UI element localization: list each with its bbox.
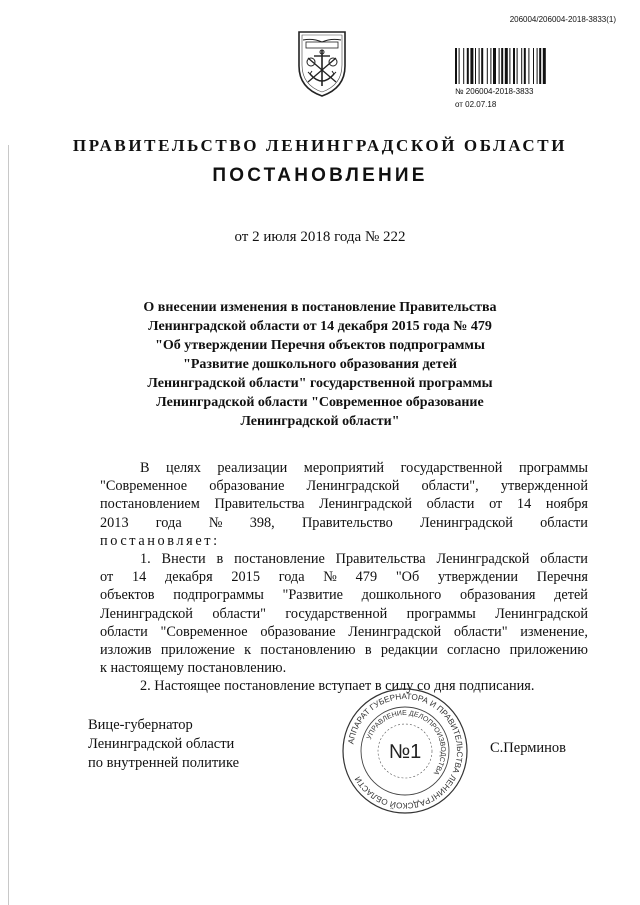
text-line <box>100 568 588 586</box>
subject-line: Ленинградской области от 14 декабря 2015 года № 479 <box>148 319 492 334</box>
document-subject <box>110 298 530 431</box>
word: "Развитие <box>282 587 343 604</box>
text-line <box>100 550 588 568</box>
word: области" <box>212 605 266 622</box>
word: утвержденной <box>500 478 588 495</box>
word: 2013 <box>100 514 129 531</box>
document-date-number: от 2 июля 2018 года № 222 <box>234 229 406 245</box>
word: Ленинградской <box>420 514 513 531</box>
barcode-bar <box>501 48 503 84</box>
document-body <box>100 459 588 696</box>
subject-line: "Развитие дошкольного образования детей <box>183 357 457 372</box>
barcode-bar <box>521 48 522 84</box>
word: образование <box>260 623 336 640</box>
word: года <box>278 569 305 586</box>
word: постановлением <box>100 496 200 513</box>
word: государственной <box>285 605 388 622</box>
barcode-bar <box>505 48 508 84</box>
word: Правительство <box>301 514 393 531</box>
text-line <box>100 459 588 477</box>
barcode-bar <box>470 48 473 84</box>
word: редакции <box>380 642 438 659</box>
word: № <box>208 514 223 531</box>
word: Ленинградской <box>495 605 588 622</box>
preamble-paragraph <box>100 459 588 532</box>
word: государственной <box>400 460 503 476</box>
clause-1-ending: к настоящему постановлению. <box>100 660 287 677</box>
position-line: по внутренней политике <box>88 755 240 771</box>
subject-line: О внесении изменения в постановление Правительства <box>143 300 497 315</box>
word: объектов <box>100 587 155 604</box>
word: области <box>540 551 588 568</box>
barcode-bar <box>537 48 538 84</box>
barcode-bar <box>543 48 546 84</box>
word: Правительства <box>214 496 305 513</box>
word: 2015 <box>231 569 260 586</box>
barcode-bar <box>499 48 500 84</box>
word: "Современное <box>100 478 188 495</box>
word: постановление <box>234 551 325 568</box>
subject-line: Ленинградской области" <box>240 414 400 429</box>
text-line <box>100 623 588 641</box>
word: "Об <box>395 569 420 586</box>
word: от <box>489 496 503 513</box>
word: 14 <box>131 569 147 586</box>
decree-word-line <box>100 532 588 550</box>
barcode-bar <box>533 48 534 84</box>
barcode-bar <box>467 48 469 84</box>
seal-center-number: №1 <box>388 741 422 763</box>
word: утверждении <box>437 569 518 586</box>
word: приложение <box>160 642 235 659</box>
word: в <box>364 642 372 659</box>
barcode-bar <box>479 48 480 84</box>
word: 479 <box>355 569 378 586</box>
word: подпрограммы <box>173 587 264 604</box>
subject-line: "Об утверждении Перечня объектов подпрограммы <box>155 338 485 353</box>
clause-2-text: 2. Настоящее постановление вступает в силу со дня подписания. <box>140 678 535 695</box>
text-line <box>100 477 588 495</box>
barcode-bar <box>481 48 483 84</box>
seal-ring-text: АППАРАТ ГУБЕРНАТОРА И ПРАВИТЕЛЬСТВА ЛЕНИНГРАДСКОЙ ОБЛАСТИ <box>346 691 465 811</box>
word: года <box>155 514 182 531</box>
document-type-heading: ПОСТАНОВЛЕНИЕ <box>212 165 428 186</box>
word: программы <box>406 605 476 622</box>
word: области", <box>421 478 479 495</box>
seal-inner-text: УПРАВЛЕНИЕ ДЕЛОПРОИЗВОДСТВА <box>366 709 447 776</box>
barcode-bar <box>459 48 460 84</box>
barcode-bar <box>490 48 491 84</box>
word: Перечня <box>536 569 588 586</box>
clause-1 <box>100 550 588 659</box>
word: мероприятий <box>303 460 385 476</box>
barcode <box>455 48 603 84</box>
barcode-bar <box>475 48 476 84</box>
subject-line: Ленинградской области "Современное образование <box>156 395 484 410</box>
barcode-bar <box>517 48 518 84</box>
document-top-reference: 206004/206004-2018-3833(1) <box>509 15 616 24</box>
subject-line: Ленинградской области" государственной программы <box>147 376 493 391</box>
word: области" <box>453 623 508 640</box>
barcode-bar <box>487 48 488 84</box>
word: ноября <box>545 496 588 513</box>
word: изложив <box>100 642 152 659</box>
registration-date: от 02.07.18 <box>455 100 497 109</box>
word: Ленинградской <box>319 496 412 513</box>
word: дошкольного <box>361 587 442 604</box>
text-line <box>100 586 588 604</box>
word: Ленинградской <box>306 478 400 495</box>
word: 14 <box>516 496 532 513</box>
word: к <box>244 642 252 659</box>
government-name-heading: ПРАВИТЕЛЬСТВО ЛЕНИНГРАДСКОЙ ОБЛАСТИ <box>72 136 568 155</box>
official-round-seal <box>340 686 470 816</box>
text-line <box>100 605 588 623</box>
barcode-bar <box>539 48 541 84</box>
barcode-bar <box>455 48 457 84</box>
clause-1-last-line <box>100 659 588 677</box>
coat-of-arms-emblem <box>293 28 351 100</box>
page-left-edge-shadow <box>8 145 9 905</box>
word: Внести <box>161 551 206 568</box>
word: детей <box>554 587 588 604</box>
signatory-name: С.Перминов <box>490 740 567 756</box>
word: Ленинградской <box>100 605 193 622</box>
word: декабря <box>164 569 213 586</box>
word: образования <box>460 587 536 604</box>
position-line: Ленинградской области <box>88 736 235 752</box>
word: 1. <box>140 551 151 568</box>
barcode-bar <box>513 48 515 84</box>
word: в <box>216 551 224 568</box>
word: области <box>426 496 475 513</box>
word: программы <box>518 460 588 476</box>
barcode-bar <box>509 48 510 84</box>
barcode-bar <box>524 48 526 84</box>
word: области <box>100 623 148 640</box>
word: Правительства <box>335 551 426 568</box>
word: согласно <box>447 642 501 659</box>
barcode-bar <box>528 48 529 84</box>
word: целях <box>166 460 201 476</box>
text-line <box>100 641 588 659</box>
word: Ленинградской <box>348 623 442 640</box>
word: Ленинградской <box>436 551 530 568</box>
word: "Современное <box>160 623 248 640</box>
word: постановлению <box>260 642 356 659</box>
registration-number: № 206004-2018-3833 <box>455 87 534 96</box>
word: от <box>100 569 114 586</box>
word: 398, <box>249 514 275 531</box>
word: В <box>140 460 150 476</box>
word: области <box>540 514 588 531</box>
word: реализации <box>217 460 288 476</box>
text-line <box>100 495 588 513</box>
word: образование <box>209 478 285 495</box>
position-line: Вице-губернатор <box>88 717 193 733</box>
signatory-position <box>88 716 239 773</box>
barcode-bar <box>493 48 496 84</box>
word: № <box>323 569 337 586</box>
word: изменение, <box>520 623 588 640</box>
decree-word: постановляет: <box>100 532 220 549</box>
text-line <box>100 514 588 532</box>
word: приложению <box>509 642 588 659</box>
barcode-bar <box>463 48 464 84</box>
